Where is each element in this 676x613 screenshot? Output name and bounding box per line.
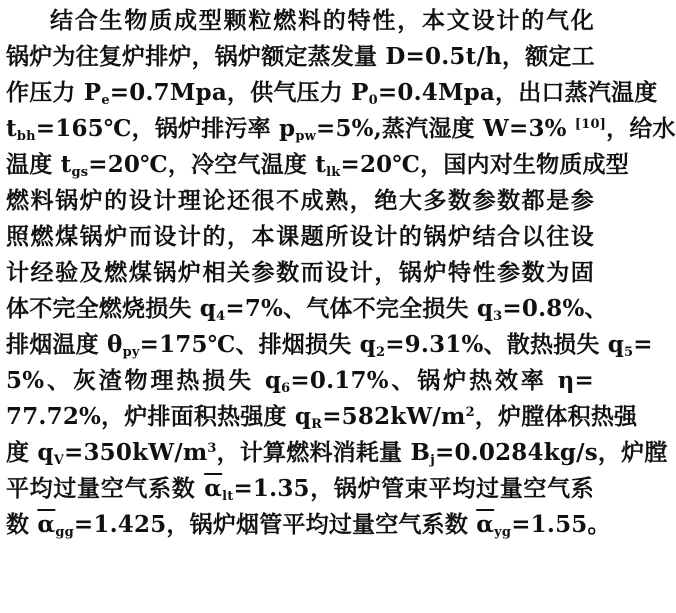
alpha-overline-symbol: $\overline{\alpha}$ [37,511,56,538]
text-line-3: 作压力 $P_e=0.7Mpa$，供气压力 $P_0=0.4Mpa$，出口蒸汽温度 [6,79,658,108]
citation-ref: [10] [574,117,607,132]
text-line-12: 77.72%，炉排面积热强度 $q_R=582kW/m^2$，炉膛体积热强 [6,403,638,432]
alpha-overline-symbol: $\overline{\alpha}$ [204,475,223,502]
text-line-9: 体不完全燃烧损失 $q_4=7\%$、气体不完全损失 $q_3=0.8\%$、 [6,295,608,324]
text-line-14: 平均过量空气系数 $\overline{\alpha}_{lt}=1.35$，锅炉管束平均过量空气系 [6,475,594,504]
text-line-7: 照燃煤锅炉而设计的，本课题所设计的锅炉结合以往设 [6,223,594,250]
text-line-1: 结合生物质成型颗粒燃料的特性，本文设计的气化 [50,7,594,34]
text-line-6: 燃料锅炉的设计理论还很不成熟，绝大多数参数都是参 [6,187,594,214]
text-line-11: 5%、灰渣物理热损失 $q_6=0.17\%$、锅炉热效率 η= [6,367,594,396]
text-line-8: 计经验及燃煤锅炉相关参数而设计，锅炉特性参数为固 [6,259,594,286]
text-line-13: 度 $q_V=350kW/m^3$，计算燃料消耗量 $B_j=0.0284kg/s$，炉膛 [6,439,668,468]
text-line-4: $t_{bh}=165℃$，锅炉排污率 $p_{pw}=5\%$,蒸汽湿度 W=3% [10]，给水 [6,115,676,144]
text-line-15: 数 $\overline{\alpha}_{gg}=1.425$，锅炉烟管平均过量空气系数 $\overline{\alpha}_{yg}=1.55$。 [6,511,611,540]
text-line-2: 锅炉为往复炉排炉，锅炉额定蒸发量 D=0.5t/h，额定工 [6,43,595,70]
alpha-overline-symbol: $\overline{\alpha}$ [476,511,495,538]
text-line-10: 排烟温度 $\theta_{py}=175℃$、排烟损失 $q_2=9.31\%$、散热损失 $q_5=$ [6,331,653,360]
text-line-5: 温度 $t_{gs}=20℃$，冷空气温度 $t_{lk}=20℃$，国内对生物质成型 [6,151,629,180]
